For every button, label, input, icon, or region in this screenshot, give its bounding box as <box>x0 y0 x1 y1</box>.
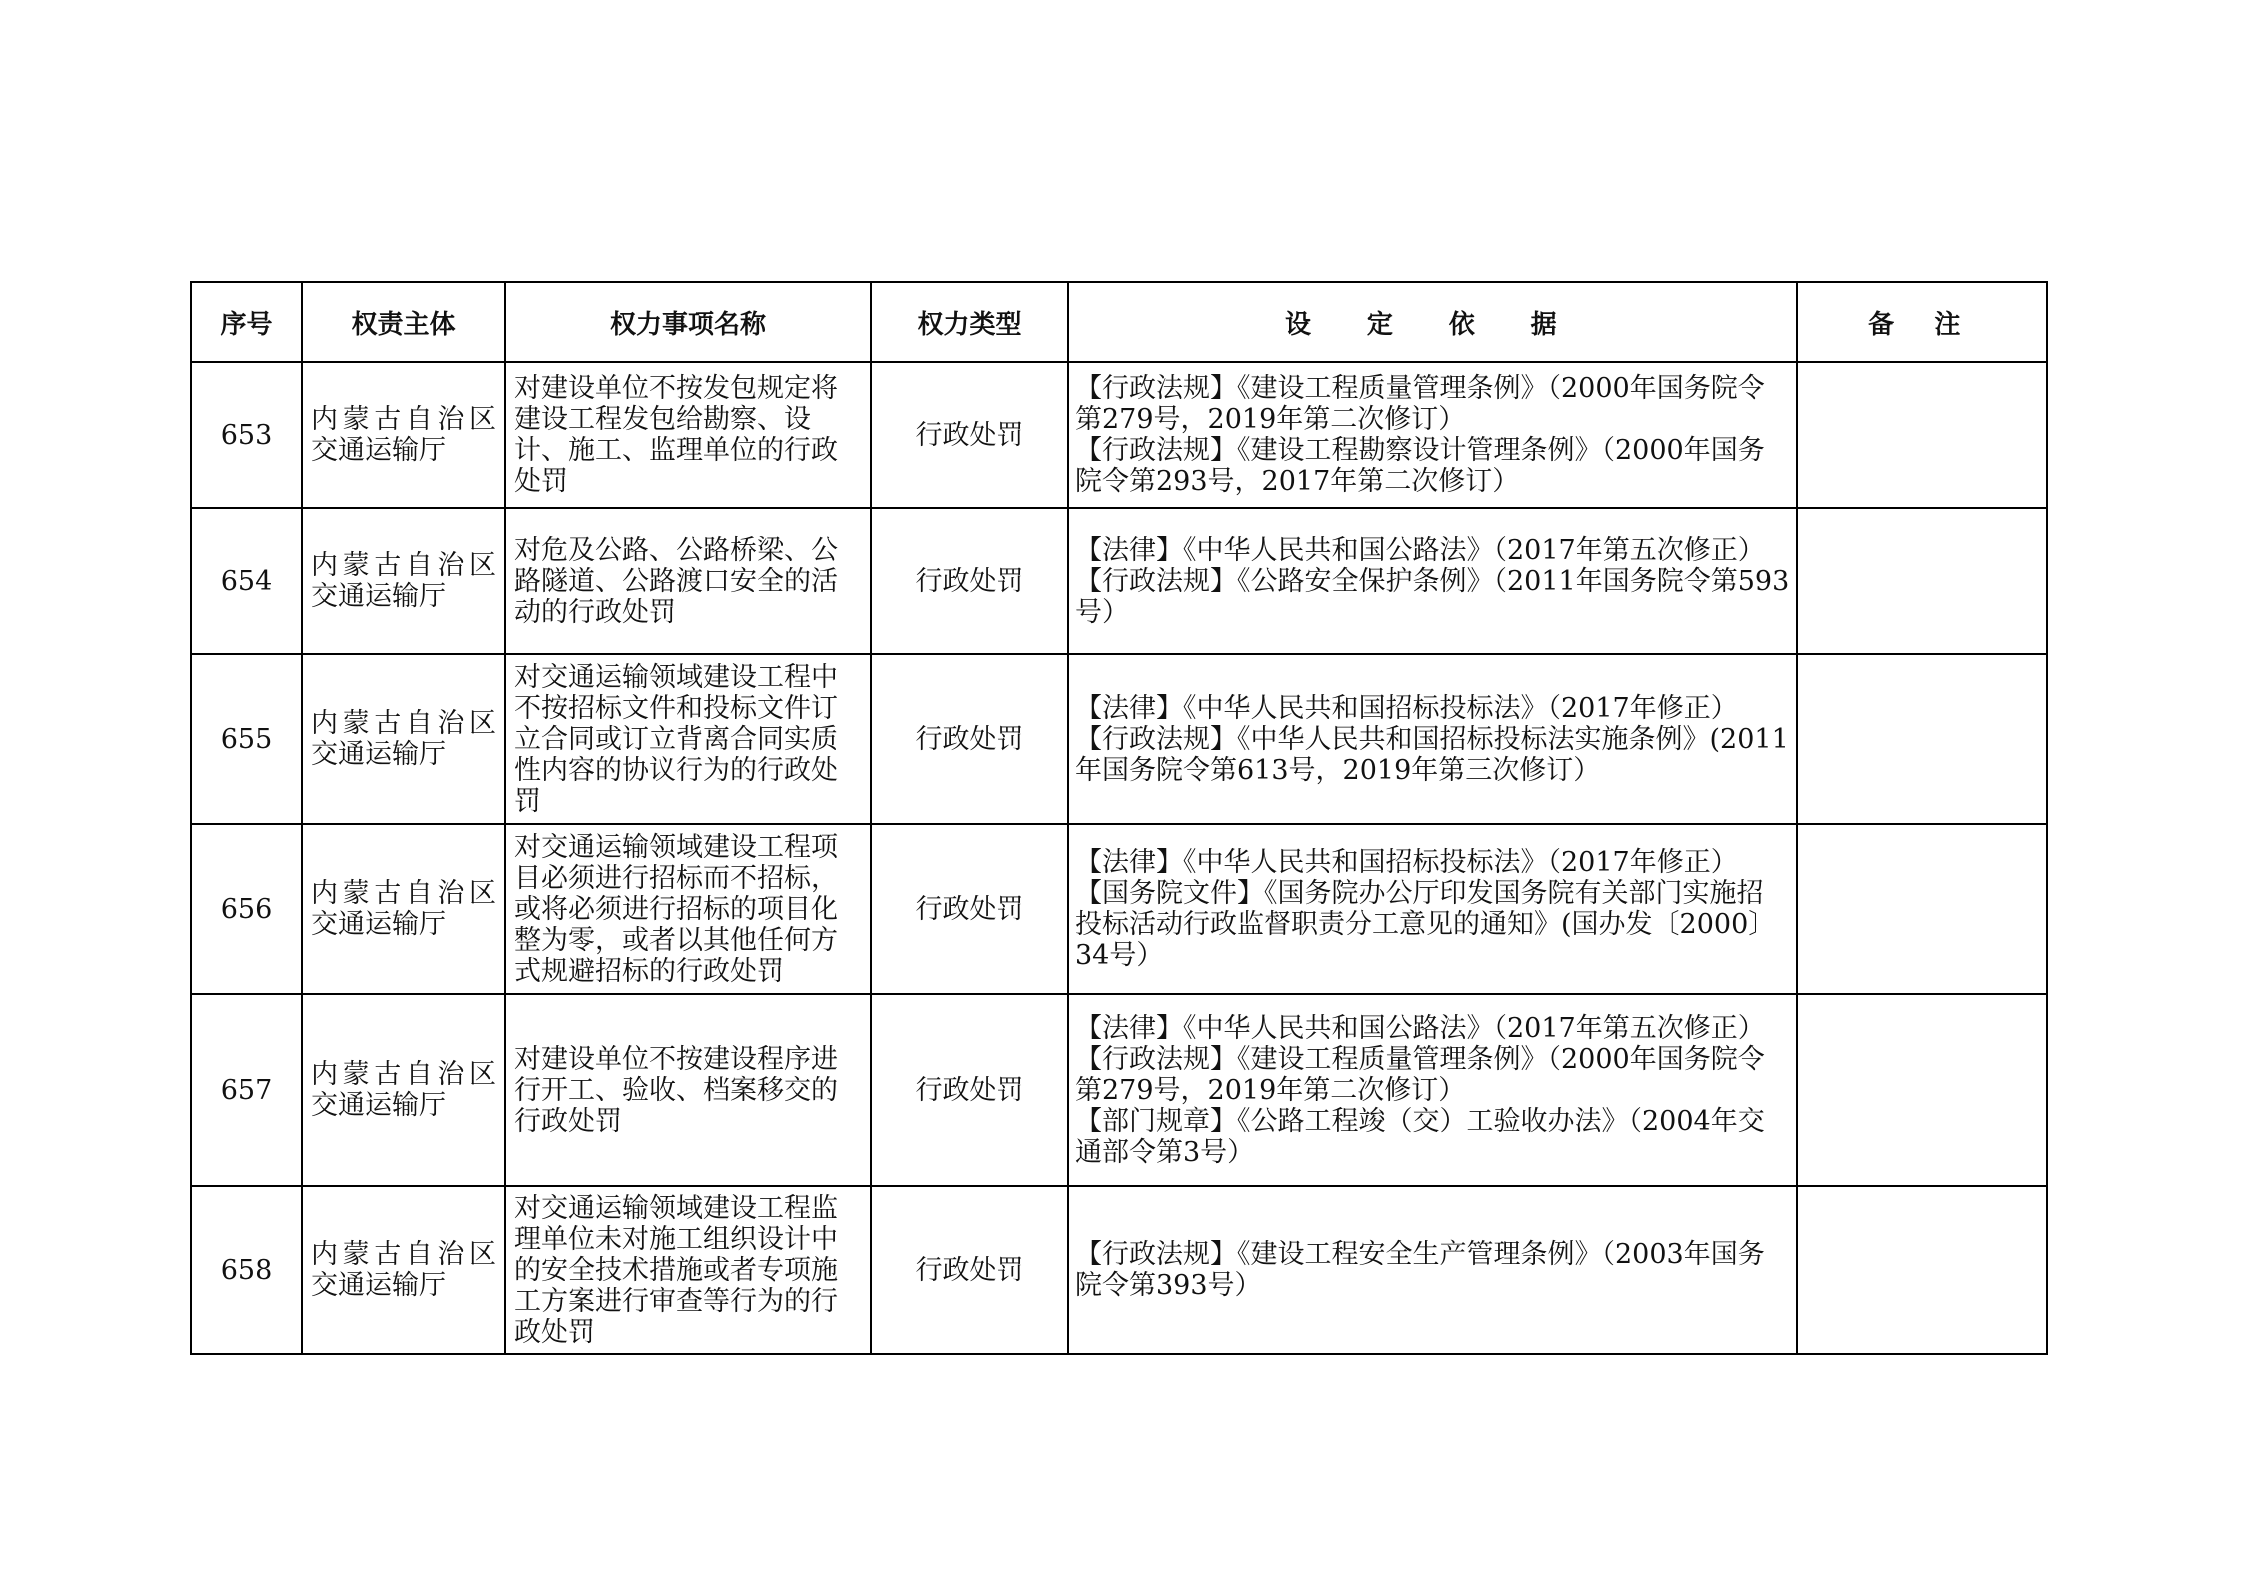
row-note <box>1797 654 2047 824</box>
row-note <box>1797 1186 2047 1354</box>
basis-line: 【行政法规】《建设工程勘察设计管理条例》（2000年国务院令第293号，2017年第二次修订） <box>1075 435 1765 497</box>
row-no: 655 <box>191 654 302 824</box>
row-note <box>1797 508 2047 654</box>
row-subject: 内蒙古自治区交通运输厅 <box>302 508 505 654</box>
row-basis <box>1068 1186 1797 1354</box>
row-no: 657 <box>191 994 302 1186</box>
basis-line: 【行政法规】《建设工程安全生产管理条例》（2003年国务院令第393号） <box>1075 1239 1765 1301</box>
row-subject: 内蒙古自治区交通运输厅 <box>302 1186 505 1354</box>
row-type: 行政处罚 <box>871 824 1068 994</box>
row-subject: 内蒙古自治区交通运输厅 <box>302 654 505 824</box>
row-no: 656 <box>191 824 302 994</box>
row-basis <box>1068 824 1797 994</box>
row-name: 对建设单位不按发包规定将建设工程发包给勘察、设计、施工、监理单位的行政处罚 <box>505 362 871 508</box>
table-row <box>191 508 2047 654</box>
basis-line: 【国务院文件】《国务院办公厅印发国务院有关部门实施招投标活动行政监督职责分工意见的通知》(国办发〔2000〕34号） <box>1075 878 1776 971</box>
row-no: 658 <box>191 1186 302 1354</box>
basis-line: 【行政法规】《中华人民共和国招标投标法实施条例》(2011年国务院令第613号，2019年第三次修订） <box>1075 723 1789 786</box>
row-subject: 内蒙古自治区交通运输厅 <box>302 994 505 1186</box>
row-no: 653 <box>191 362 302 508</box>
row-type: 行政处罚 <box>871 508 1068 654</box>
row-note <box>1797 994 2047 1186</box>
row-basis <box>1068 508 1797 654</box>
header-basis: 设 定 依 据 <box>1068 282 1797 362</box>
row-subject: 内蒙古自治区交通运输厅 <box>302 824 505 994</box>
header-subject: 权责主体 <box>302 282 505 362</box>
table-row <box>191 1186 2047 1354</box>
table-row <box>191 362 2047 508</box>
basis-line: 【法律】《中华人民共和国招标投标法》（2017年修正） <box>1075 692 1738 724</box>
table-row <box>191 824 2047 994</box>
power-list-table <box>190 281 2048 1355</box>
basis-line: 【行政法规】《建设工程质量管理条例》（2000年国务院令第279号，2019年第二次修订） <box>1075 373 1765 435</box>
row-name: 对交通运输领域建设工程中不按招标文件和投标文件订立合同或订立背离合同实质性内容的协议行为的行政处罚 <box>505 654 871 824</box>
row-type: 行政处罚 <box>871 654 1068 824</box>
header-name: 权力事项名称 <box>505 282 871 362</box>
table-header-row <box>191 282 2047 362</box>
row-name: 对交通运输领域建设工程项目必须进行招标而不招标，或将必须进行招标的项目化整为零，或者以其他任何方式规避招标的行政处罚 <box>505 824 871 994</box>
header-type: 权力类型 <box>871 282 1068 362</box>
header-no: 序号 <box>191 282 302 362</box>
table-row <box>191 994 2047 1186</box>
row-note <box>1797 362 2047 508</box>
row-name: 对建设单位不按建设程序进行开工、验收、档案移交的行政处罚 <box>505 994 871 1186</box>
row-name: 对危及公路、公路桥梁、公路隧道、公路渡口安全的活动的行政处罚 <box>505 508 871 654</box>
row-note <box>1797 824 2047 994</box>
basis-line: 【法律】《中华人民共和国公路法》（2017年第五次修正） <box>1075 534 1765 566</box>
row-basis <box>1068 362 1797 508</box>
row-subject: 内蒙古自治区交通运输厅 <box>302 362 505 508</box>
row-type: 行政处罚 <box>871 1186 1068 1354</box>
row-name: 对交通运输领域建设工程监理单位未对施工组织设计中的安全技术措施或者专项施工方案进行审查等行为的行政处罚 <box>505 1186 871 1354</box>
basis-line: 【法律】《中华人民共和国公路法》（2017年第五次修正） <box>1075 1012 1765 1044</box>
basis-line: 【法律】《中华人民共和国招标投标法》（2017年修正） <box>1075 847 1738 878</box>
basis-line: 【行政法规】《公路安全保护条例》（2011年国务院令第593号） <box>1075 565 1790 628</box>
row-basis <box>1068 654 1797 824</box>
header-note: 备 注 <box>1797 282 2047 362</box>
basis-line: 【部门规章】《公路工程竣（交）工验收办法》（2004年交通部令第3号） <box>1075 1105 1765 1168</box>
row-no: 654 <box>191 508 302 654</box>
row-type: 行政处罚 <box>871 362 1068 508</box>
table-row <box>191 654 2047 824</box>
row-basis <box>1068 994 1797 1186</box>
row-type: 行政处罚 <box>871 994 1068 1186</box>
basis-line: 【行政法规】《建设工程质量管理条例》（2000年国务院令第279号，2019年第二次修订） <box>1075 1043 1765 1106</box>
